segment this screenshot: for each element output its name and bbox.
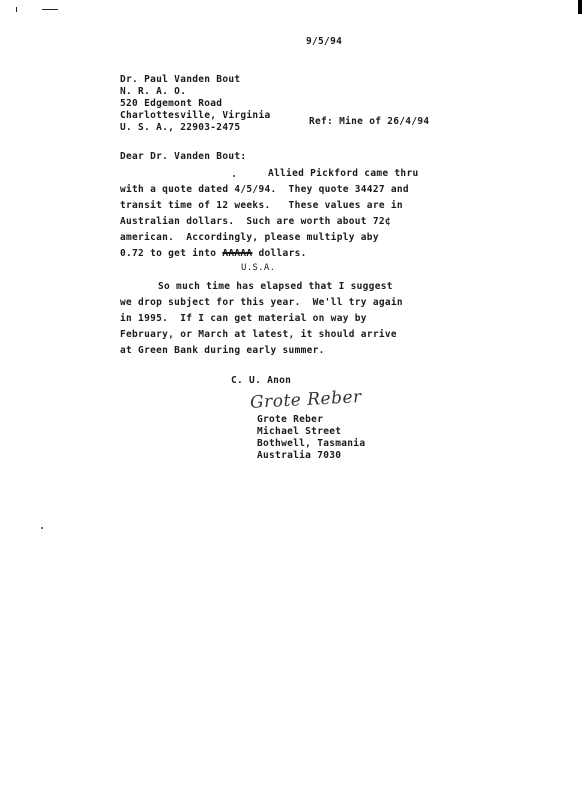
sender-line-4: Australia 7030 (257, 450, 342, 461)
recipient-line-2: N. R. A. O. (120, 86, 187, 97)
recipient-line-3: 520 Edgemont Road (120, 98, 223, 109)
para1-line-1: Allied Pickford came thru (268, 168, 419, 179)
corner-tick (16, 7, 17, 12)
recipient-line-4: Charlottesville, Virginia (120, 110, 271, 121)
para2-line-2: we drop subject for this year. We'll try again (120, 297, 403, 308)
para1-line-3: transit time of 12 weeks. These values are in (120, 200, 403, 211)
para2-line-4: February, or March at latest, it should arrive (120, 329, 397, 340)
para2-line-3: in 1995. If I can get material on way by (120, 313, 367, 324)
letter-date: 9/5/94 (306, 36, 343, 47)
para1-line-6 (120, 248, 307, 260)
handwritten-signature: Grote Reber (249, 387, 363, 413)
para2-line-5: at Green Bank during early summer. (120, 345, 325, 356)
para1-line-2: with a quote dated 4/5/94. They quote 34427 and (120, 184, 409, 195)
struck-word: AAAAA (222, 248, 253, 259)
recipient-line-1: Dr. Paul Vanden Bout (120, 74, 241, 85)
reference-line: Ref: Mine of 26/4/94 (309, 116, 430, 127)
edge-mark (578, 0, 582, 14)
salutation: Dear Dr. Vanden Bout: (120, 151, 247, 162)
stray-mark (233, 175, 235, 177)
para2-line-1: So much time has elapsed that I suggest (158, 281, 393, 292)
sender-line-2: Michael Street (257, 426, 342, 437)
stray-mark-left (41, 527, 43, 529)
sender-line-3: Bothwell, Tasmania (257, 438, 366, 449)
para1-line-6-start: 0.72 to get into (120, 248, 223, 259)
recipient-line-5: U. S. A., 22903-2475 (120, 122, 241, 133)
sender-line-1: Grote Reber (257, 414, 324, 425)
inserted-usa: U.S.A. (241, 263, 276, 273)
para1-line-6-end: dollars. (258, 248, 307, 259)
corner-mark (42, 9, 58, 10)
para1-line-5: american. Accordingly, please multiply aby (120, 232, 379, 243)
para1-line-4: Australian dollars. Such are worth about 72¢ (120, 216, 391, 227)
carbon-copy: C. U. Anon (231, 375, 292, 386)
